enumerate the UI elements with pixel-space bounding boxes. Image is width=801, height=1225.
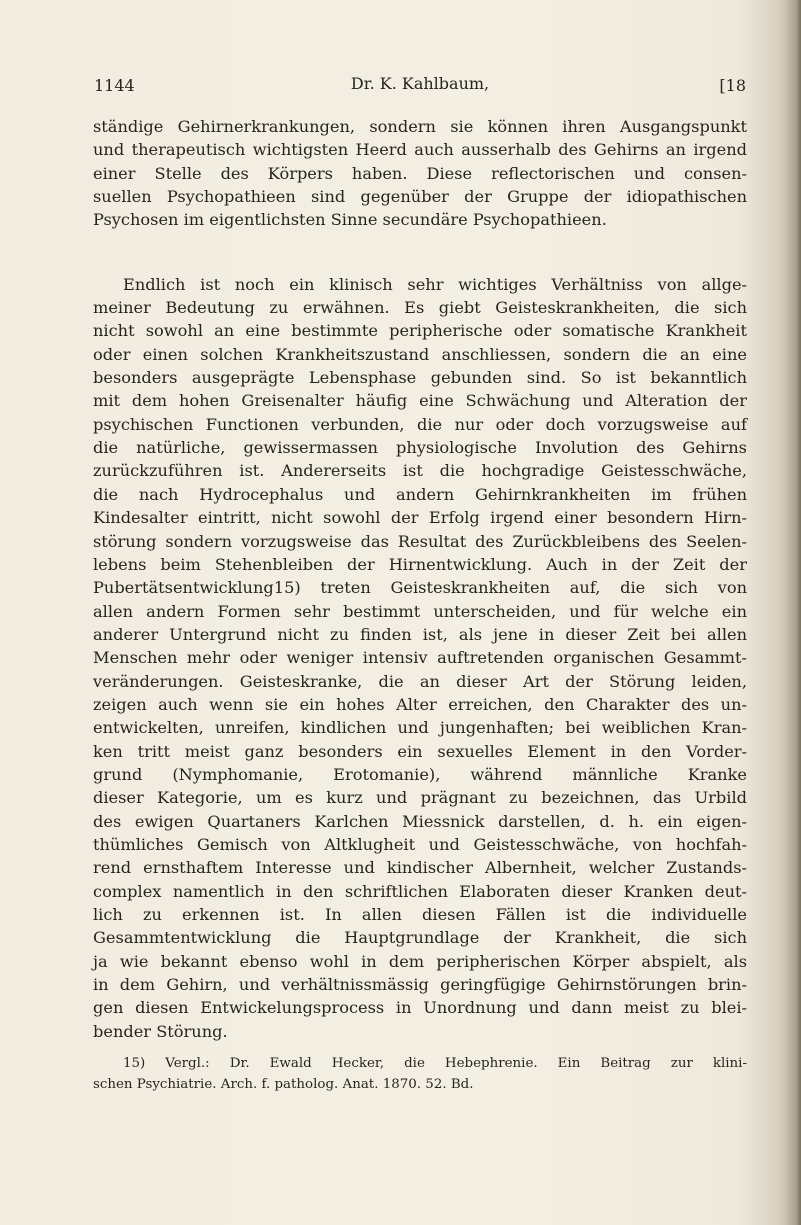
text-line: psychischen Functionen verbunden, die nur oder doch vorzugsweise auf bbox=[93, 414, 747, 434]
text-line: suellen Psychopathieen sind gegenüber der Gruppe der idiopathischen bbox=[93, 187, 747, 207]
page-edge-shadow bbox=[783, 0, 801, 1225]
text-line: complex namentlich in den schriftlichen Elaboraten dieser Kranken deut- bbox=[93, 881, 747, 901]
paragraph-1 bbox=[93, 115, 747, 232]
section-marker: [18 bbox=[719, 76, 746, 95]
text-line: entwickelten, unreifen, kindlichen und jungenhaften; bei weiblichen Kran- bbox=[93, 718, 747, 738]
text-line: des ewigen Quartaners Karlchen Miessnick darstellen, d. h. ein eigen- bbox=[93, 811, 747, 831]
text-line: mit dem hohen Greisenalter häufig eine Schwächung und Alteration der bbox=[93, 391, 747, 411]
running-title-author: Dr. K. Kahlbaum, bbox=[350, 74, 490, 93]
text-line: oder einen solchen Krankheitszustand anschliessen, sondern die an eine bbox=[93, 344, 747, 364]
text-line: in dem Gehirn, und verhältnissmässig geringfügige Gehirnstörungen brin- bbox=[93, 975, 747, 995]
text-line: lich zu erkennen ist. In allen diesen Fällen ist die individuelle bbox=[93, 905, 747, 924]
text-line: zurückzuführen ist. Andererseits ist die hochgradige Geistesschwäche, bbox=[93, 461, 747, 481]
text-line: störung sondern vorzugsweise das Resultat des Zurückbleibens des Seelen- bbox=[93, 531, 747, 551]
text-line: die nach Hydrocephalus und andern Gehirnkrankheiten im frühen bbox=[93, 484, 747, 504]
text-line: ken tritt meist ganz besonders ein sexuelles Element in den Vorder- bbox=[93, 741, 747, 761]
text-line: Psychosen im eigentlichsten Sinne secundäre Psychopathieen. bbox=[93, 210, 607, 230]
text-line: meiner Bedeutung zu erwähnen. Es giebt Geisteskrankheiten, die sich bbox=[93, 298, 747, 318]
text-line: allen andern Formen sehr bestimmt unterscheiden, und für welche ein bbox=[93, 601, 747, 621]
footnote-line: 15) Vergl.: Dr. Ewald Hecker, die Hebephrenie. Ein Beitrag zur klini- bbox=[123, 1056, 747, 1071]
text-line: einer Stelle des Körpers haben. Diese reflectorischen und consen- bbox=[93, 163, 747, 183]
text-line: Pubertätsentwicklung15) treten Geisteskrankheiten auf, die sich von bbox=[93, 578, 747, 598]
footnote bbox=[93, 1053, 747, 1095]
paragraph-2 bbox=[93, 273, 747, 1043]
text-line: dieser Kategorie, um es kurz und prägnant zu bezeichnen, das Urbild bbox=[93, 788, 747, 808]
footnote-line: schen Psychiatrie. Arch. f. patholog. Anat. 1870. 52. Bd. bbox=[93, 1077, 474, 1092]
paragraph-spacer bbox=[93, 232, 747, 273]
text-line: Menschen mehr oder weniger intensiv auftretenden organischen Gesammt- bbox=[93, 648, 747, 668]
text-line: Endlich ist noch ein klinisch sehr wichtiges Verhältniss von allge- bbox=[123, 274, 747, 294]
text-line: Kindesalter eintritt, nicht sowohl der Erfolg irgend einer besondern Hirn- bbox=[93, 508, 747, 528]
text-line: besonders ausgeprägte Lebensphase gebunden sind. So ist bekanntlich bbox=[93, 368, 747, 388]
running-header bbox=[94, 74, 746, 98]
text-line: anderer Untergrund nicht zu finden ist, als jene in dieser Zeit bei allen bbox=[93, 624, 747, 644]
text-line: Gesammtentwicklung die Hauptgrundlage der Krankheit, die sich bbox=[93, 928, 747, 948]
text-line: die natürliche, gewissermassen physiologische Involution des Gehirns bbox=[93, 438, 747, 458]
text-line: grund (Nymphomanie, Erotomanie), während männliche Kranke bbox=[93, 764, 747, 784]
text-line: lebens beim Stehenbleiben der Hirnentwicklung. Auch in der Zeit der bbox=[93, 554, 747, 574]
text-line: thümliches Gemisch von Altklugheit und Geistesschwäche, von hochfah- bbox=[93, 834, 747, 854]
text-line: gen diesen Entwickelungsprocess in Unordnung und dann meist zu blei- bbox=[93, 998, 747, 1018]
text-line: ja wie bekannt ebenso wohl in dem peripherischen Körper abspielt, als bbox=[93, 951, 747, 971]
text-line: und therapeutisch wichtigsten Heerd auch ausserhalb des Gehirns an irgend bbox=[93, 140, 747, 160]
text-line: nicht sowohl an eine bestimmte peripherische oder somatische Krankheit bbox=[93, 321, 747, 341]
text-line: bender Störung. bbox=[93, 1021, 228, 1041]
text-line: zeigen auch wenn sie ein hohes Alter erreichen, den Charakter des un- bbox=[93, 694, 747, 714]
text-line: rend ernsthaftem Interesse und kindischer Albernheit, welcher Zustands- bbox=[93, 858, 747, 878]
page-number: 1144 bbox=[94, 76, 135, 95]
main-text bbox=[93, 115, 747, 1043]
text-line: ständige Gehirnerkrankungen, sondern sie können ihren Ausgangspunkt bbox=[93, 117, 747, 136]
text-line: veränderungen. Geisteskranke, die an dieser Art der Störung leiden, bbox=[93, 671, 747, 691]
